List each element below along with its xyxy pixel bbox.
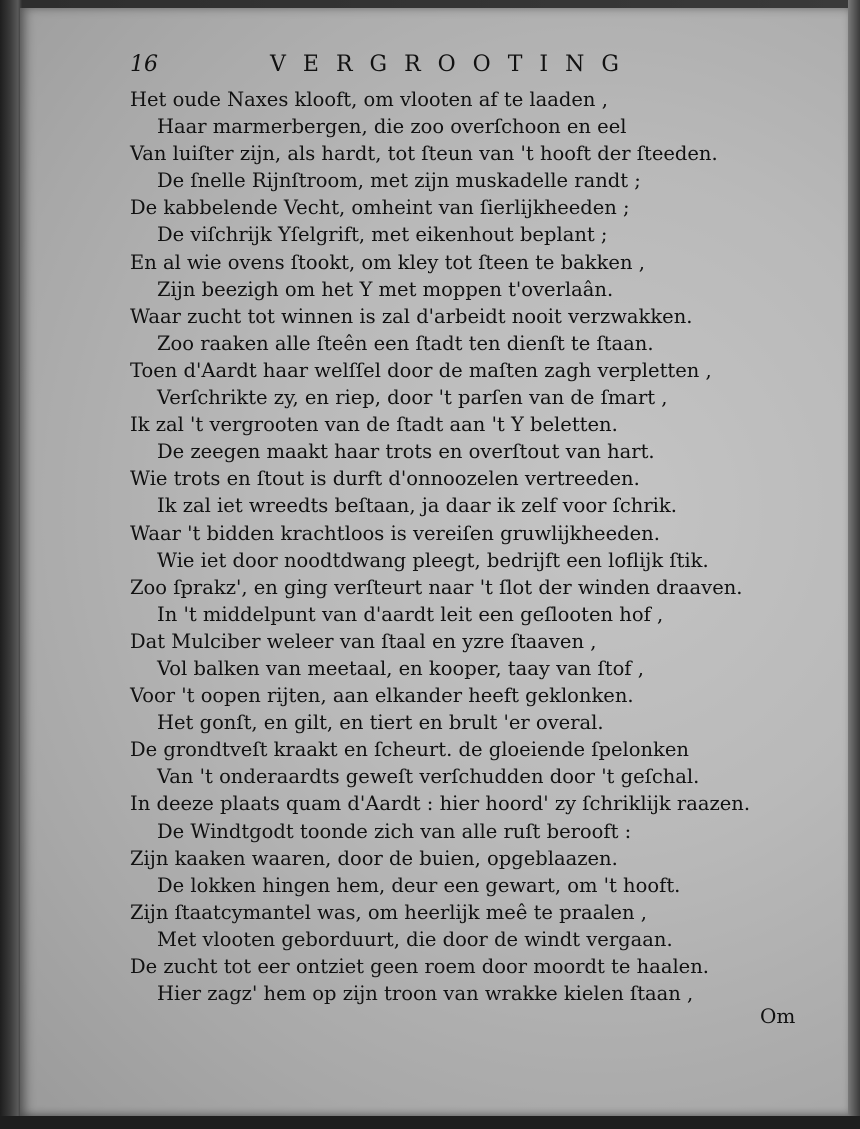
verse-line: De zucht tot eer ontziet geen roem door moordt te haalen.	[130, 955, 709, 978]
poem-body	[130, 86, 770, 1007]
verse-line: De viſchrijk Yſelgrift, met eikenhout beplant ;	[157, 223, 608, 247]
verse-line: Zoo ſprakz', en ging verſteurt naar 't ſlot der winden draaven.	[130, 575, 743, 599]
verse-line: De Windtgodt toonde zich van alle ruſt berooft :	[157, 819, 632, 843]
verse-line: Met vlooten geborduurt, die door de windt vergaan.	[157, 927, 673, 951]
verse-line: De grondtveſt kraakt en ſcheurt. de gloeiende ſpelonken	[130, 738, 689, 762]
page-edge	[848, 0, 860, 1129]
verse-line: In deeze plaats quam d'Aardt : hier hoord' zy ſchriklijk raazen.	[130, 792, 751, 816]
verse-line: Van luiſter zijn, als hardt, tot ſteun van 't hooft der ſteeden.	[130, 142, 718, 166]
verse-line: Wie iet door noodtdwang pleegt, bedrijft een loflijk ſtik.	[157, 548, 709, 572]
page-bottom-shadow	[0, 1116, 860, 1129]
verse-line: In 't middelpunt van d'aardt leit een geſlooten hof ,	[157, 602, 664, 626]
verse-line: Verſchrikte zy, en riep, door 't parſen van de ſmart ,	[157, 386, 668, 410]
verse-line: Haar marmerbergen, die zoo overſchoon en eel	[157, 115, 627, 139]
verse-line: Ik zal iet wreedts beſtaan, ja daar ik zelf voor ſchrik.	[157, 494, 677, 518]
verse-line: Waar 't bidden krachtloos is vereiſen gruwlijkheeden.	[130, 521, 660, 545]
verse-line: Hier zagz' hem op zijn troon van wrakke kielen ſtaan ,	[157, 982, 694, 1006]
verse-line: Toen d'Aardt haar welſſel door de maſten zagh verpletten ,	[130, 358, 712, 382]
verse-line: Vol balken van meetaal, en kooper, taay van ſtof ,	[157, 656, 644, 680]
verse-line: Zijn ſtaatcymantel was, om heerlijk meê te praalen ,	[130, 900, 647, 924]
verse-line: Ik zal 't vergrooten van de ſtadt aan 't Y beletten.	[130, 413, 618, 437]
verse-line: De ſnelle Rijnſtroom, met zijn muskadelle randt ;	[157, 169, 641, 193]
verse-line: Van 't onderaardts geweſt verſchudden door 't geſchal.	[157, 765, 700, 789]
verse-line: Zijn kaaken waaren, door de buien, opgeblaazen.	[130, 846, 618, 870]
verse-line: Het oude Naxes klooft, om vlooten af te laaden ,	[130, 88, 608, 111]
verse-line: Voor 't oopen rijten, aan elkander heeft geklonken.	[130, 684, 634, 708]
verse-line: Zijn beezigh om het Y met moppen t'overlaân.	[157, 277, 614, 301]
verse-line: Het gonſt, en gilt, en tiert en brult 'er overal.	[157, 711, 604, 735]
running-head	[130, 52, 690, 82]
catchword: Om	[760, 1004, 796, 1028]
verse-line: De kabbelende Vecht, omheint van ſierlijkheeden ;	[130, 196, 630, 220]
running-title: VERGROOTING	[270, 52, 636, 77]
verse-line: De lokken hingen hem, deur een gewart, om 't hooft.	[157, 873, 681, 897]
page-number: 16	[130, 52, 158, 77]
verse-line: Dat Mulciber weleer van ſtaal en yzre ſtaaven ,	[130, 629, 597, 653]
verse-line: En al wie ovens ſtookt, om kley tot ſteen te bakken ,	[130, 250, 645, 274]
verse-line: Waar zucht tot winnen is zal d'arbeidt nooit verzwakken.	[130, 304, 693, 328]
verse-line: De zeegen maakt haar trots en overſtout van hart.	[157, 440, 655, 464]
verse-line: Wie trots en ſtout is durft d'onnoozelen vertreeden.	[130, 467, 640, 491]
verse-line: Zoo raaken alle ſteên een ſtadt ten dienſt te ſtaan.	[157, 331, 654, 355]
